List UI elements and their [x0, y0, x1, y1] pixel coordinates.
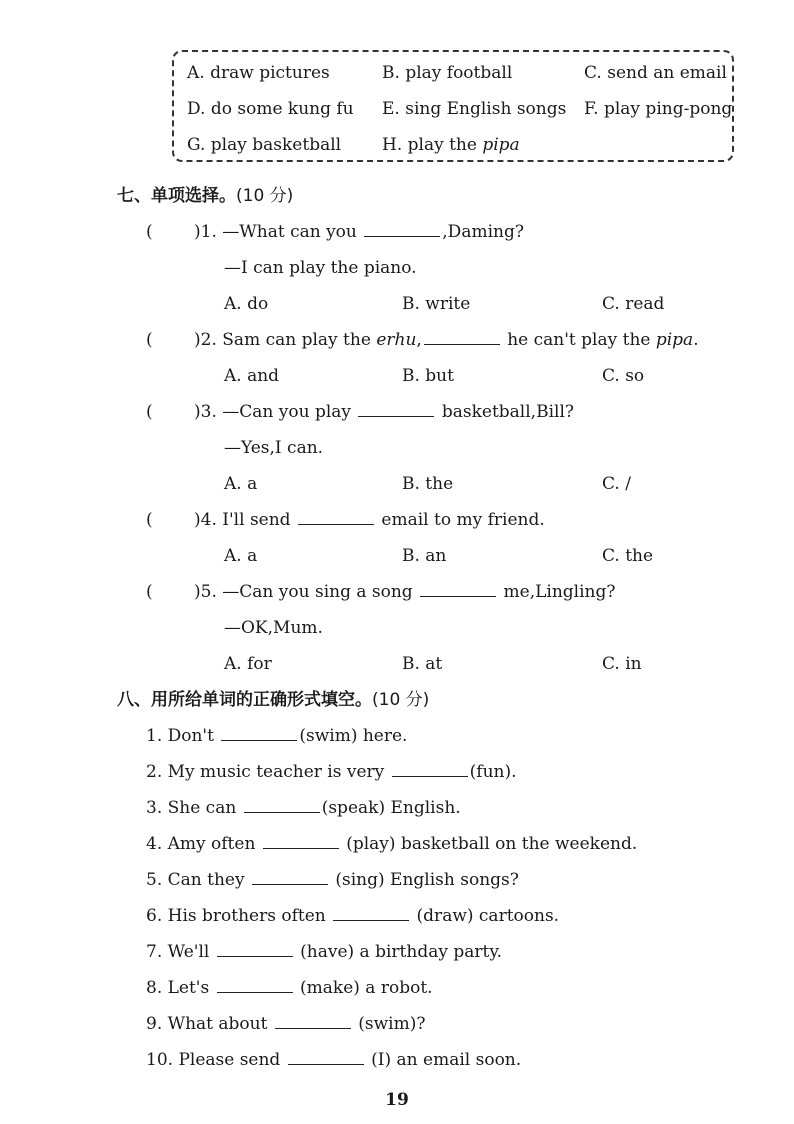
fill-item-7: 7. We'll (have) a birthday party. [146, 942, 503, 962]
fill-item-1: 1. Don't (swim) here. [146, 726, 408, 746]
answer-blank[interactable] [333, 906, 409, 921]
word-bank-item-h: H. play the pipa [382, 135, 520, 155]
word-bank-item-b: B. play football [382, 63, 513, 83]
question-1-option-b[interactable]: B. write [402, 294, 471, 314]
question-5-stem: )5. —Can you sing a song me,Lingling? [194, 582, 616, 602]
question-4-option-b[interactable]: B. an [402, 546, 447, 566]
fill-item-10: 10. Please send (I) an email soon. [146, 1050, 522, 1070]
answer-paren-open: ( [146, 582, 153, 602]
word-bank-item-d: D. do some kung fu [187, 99, 354, 119]
fill-item-8: 8. Let's (make) a robot. [146, 978, 433, 998]
question-1-option-a[interactable]: A. do [224, 294, 269, 314]
word-bank-item-a: A. draw pictures [187, 63, 330, 83]
question-4-option-c[interactable]: C. the [602, 546, 654, 566]
word-bank-item-g: G. play basketball [187, 135, 342, 155]
answer-paren-open: ( [146, 510, 153, 530]
section-8-title: 八、用所给单词的正确形式填空。(10 分) [117, 690, 430, 710]
question-4-option-a[interactable]: A. a [224, 546, 258, 566]
answer-paren-open: ( [146, 330, 153, 350]
fill-item-3: 3. She can (speak) English. [146, 798, 461, 818]
answer-blank[interactable] [420, 582, 496, 597]
question-3-option-b[interactable]: B. the [402, 474, 454, 494]
answer-blank[interactable] [392, 762, 468, 777]
question-1-option-c[interactable]: C. read [602, 294, 665, 314]
section-7-title: 七、单项选择。(10 分) [117, 186, 294, 206]
question-1-stem: )1. —What can you ,Daming? [194, 222, 524, 242]
question-3-stem: )3. —Can you play basketball,Bill? [194, 402, 574, 422]
question-3-response: —Yes,I can. [224, 438, 324, 458]
answer-blank[interactable] [424, 330, 500, 345]
answer-blank[interactable] [364, 222, 440, 237]
answer-blank[interactable] [217, 978, 293, 993]
word-bank-item-c: C. send an email [584, 63, 727, 83]
answer-blank[interactable] [275, 1014, 351, 1029]
question-5-option-a[interactable]: A. for [224, 654, 272, 674]
answer-blank[interactable] [252, 870, 328, 885]
word-bank-item-f: F. play ping-pong [584, 99, 733, 119]
question-2-option-b[interactable]: B. but [402, 366, 454, 386]
question-2-option-a[interactable]: A. and [224, 366, 280, 386]
question-4-stem: )4. I'll send email to my friend. [194, 510, 545, 530]
question-5-response: —OK,Mum. [224, 618, 323, 638]
question-1-response: —I can play the piano. [224, 258, 417, 278]
question-5-option-b[interactable]: B. at [402, 654, 443, 674]
answer-blank[interactable] [298, 510, 374, 525]
question-2-stem: )2. Sam can play the erhu, he can't play the pipa. [194, 330, 699, 350]
word-bank-item-e: E. sing English songs [382, 99, 567, 119]
question-2-option-c[interactable]: C. so [602, 366, 645, 386]
fill-item-5: 5. Can they (sing) English songs? [146, 870, 519, 890]
fill-item-2: 2. My music teacher is very (fun). [146, 762, 517, 782]
fill-item-6: 6. His brothers often (draw) cartoons. [146, 906, 560, 926]
fill-item-4: 4. Amy often (play) basketball on the weekend. [146, 834, 638, 854]
question-5-option-c[interactable]: C. in [602, 654, 642, 674]
answer-blank[interactable] [263, 834, 339, 849]
question-3-option-c[interactable]: C. / [602, 474, 631, 494]
page-number: 19 [385, 1090, 409, 1110]
fill-item-9: 9. What about (swim)? [146, 1014, 426, 1034]
answer-blank[interactable] [358, 402, 434, 417]
answer-blank[interactable] [217, 942, 293, 957]
answer-blank[interactable] [221, 726, 297, 741]
answer-paren-open: ( [146, 222, 153, 242]
answer-blank[interactable] [244, 798, 320, 813]
answer-paren-open: ( [146, 402, 153, 422]
answer-blank[interactable] [288, 1050, 364, 1065]
word-bank-box [172, 50, 734, 162]
question-3-option-a[interactable]: A. a [224, 474, 258, 494]
